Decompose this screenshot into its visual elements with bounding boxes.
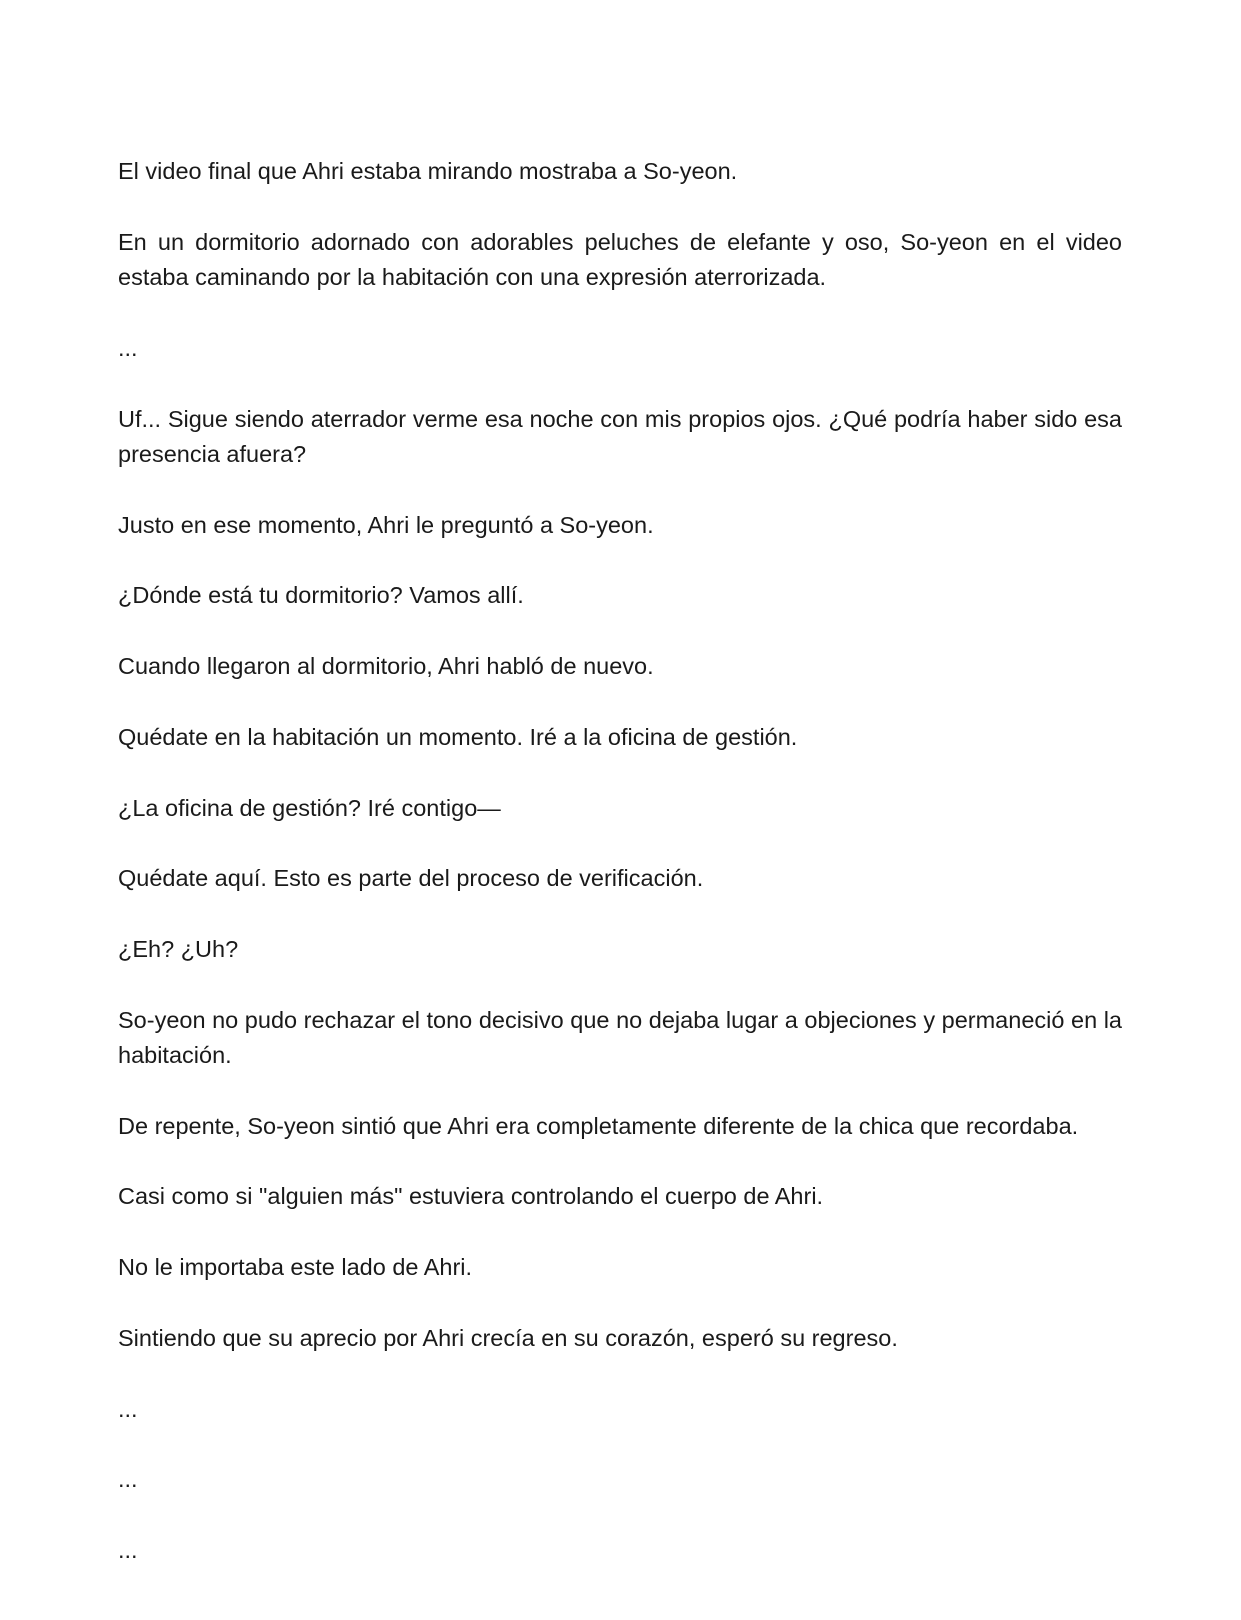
paragraph-eh-uh: ¿Eh? ¿Uh? bbox=[118, 935, 239, 962]
paragraph-no-le-importaba: No le importaba este lado de Ahri. bbox=[118, 1254, 473, 1281]
paragraph-sintiendo: Sintiendo que su aprecio por Ahri crecía en su corazón, esperó su regreso. bbox=[118, 1324, 898, 1351]
paragraph-dormitorio-video: En un dormitorio adornado con adorables peluches de elefante y oso, So-yeon en el video estaba caminando por la habitación con una expresión aterrorizada. bbox=[118, 228, 1122, 291]
paragraph-casi-como: Casi como si "alguien más" estuviera controlando el cuerpo de Ahri. bbox=[118, 1183, 824, 1210]
paragraph-quedate-habitacion: Quédate en la habitación un momento. Iré a la oficina de gestión. bbox=[118, 723, 798, 750]
paragraph-uf: Uf... Sigue siendo aterrador verme esa noche con mis propios ojos. ¿Qué podría haber sido esa presencia afuera? bbox=[118, 405, 1122, 468]
paragraph-la-oficina: ¿La oficina de gestión? Iré contigo— bbox=[118, 794, 501, 821]
paragraph-ellipsis: ... bbox=[118, 334, 138, 361]
document-body bbox=[118, 154, 1122, 1604]
paragraph-video-final: El video final que Ahri estaba mirando mostraba a So-yeon. bbox=[118, 158, 738, 184]
paragraph-quedate-aqui: Quédate aquí. Esto es parte del proceso de verificación. bbox=[118, 865, 704, 892]
paragraph-ellipsis: ... bbox=[118, 1536, 138, 1563]
paragraph-so-yeon-no-pudo: So-yeon no pudo rechazar el tono decisivo que no dejaba lugar a objeciones y permaneció en la habitación. bbox=[118, 1006, 1122, 1069]
paragraph-ellipsis: ... bbox=[118, 1395, 138, 1422]
paragraph-donde: ¿Dónde está tu dormitorio? Vamos allí. bbox=[118, 582, 524, 609]
paragraph-de-repente: De repente, So-yeon sintió que Ahri era completamente diferente de la chica que recordaba. bbox=[118, 1112, 1079, 1139]
paragraph-cuando: Cuando llegaron al dormitorio, Ahri habló de nuevo. bbox=[118, 653, 654, 680]
paragraph-ellipsis: ... bbox=[118, 1466, 138, 1493]
paragraph-justo: Justo en ese momento, Ahri le preguntó a So-yeon. bbox=[118, 511, 654, 538]
